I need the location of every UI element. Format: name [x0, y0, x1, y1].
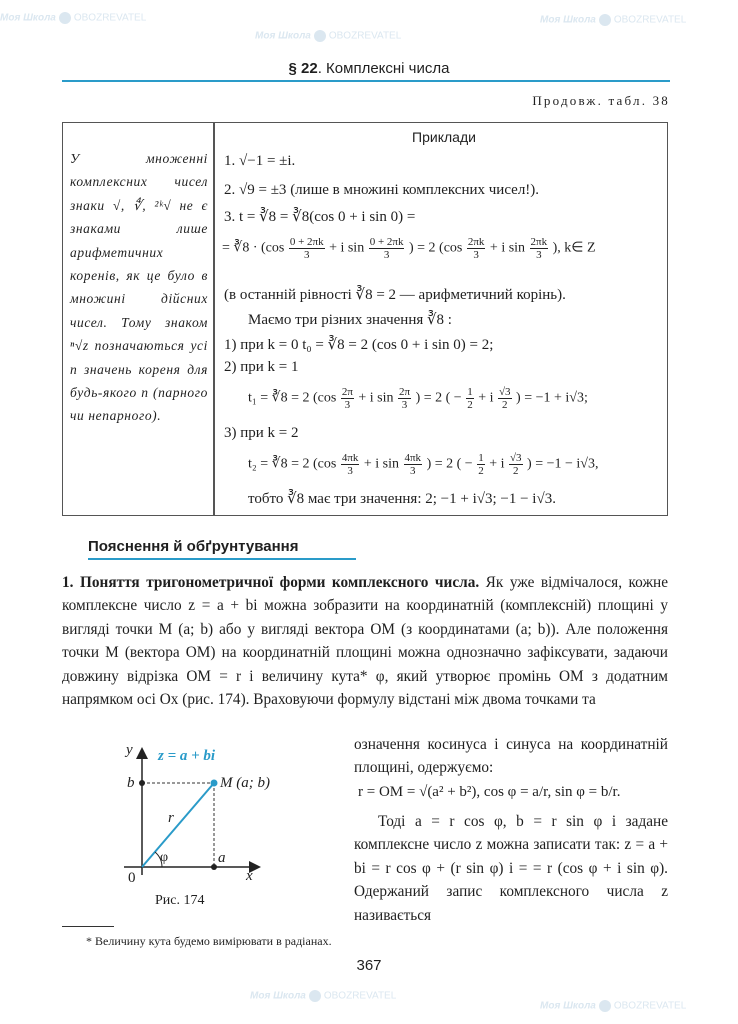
figure-label-y: y — [126, 742, 133, 758]
example-3-expansion: = ∛8 · (cos $\frac{0 + 2\pi k}{3}$ + i sin $\frac{0 + 2\pi k}{3}$ ) = 2 (cos $\frac{2\pi k}{3}$ + i sin $\frac{2\pi k}{3}$ ), k∈ Z — [222, 236, 596, 261]
page-number: 367 — [356, 957, 382, 974]
watermark: Моя Школа OBOZREVATEL — [250, 990, 397, 1002]
section-heading-rule — [88, 558, 356, 560]
footnote: * Величину кута будемо вимірювати в радіанах. — [86, 934, 332, 948]
paragraph-1-lead: 1. Поняття тригонометричної форми комплексного числа. — [62, 574, 480, 591]
figure-label-z: z = a + bi — [158, 748, 216, 764]
example-3-values-intro: Маємо три різних значення ∛8 : — [248, 312, 452, 328]
example-3: 3. t = ∛8 = ∛8(cos 0 + i sin 0) = — [224, 209, 416, 225]
example-3-conclusion: тобто ∛8 має три значення: 2; −1 + i√3; −1 − i√3. — [248, 491, 556, 507]
table-divider — [213, 122, 215, 516]
case-k2-formula: t₂ = ∛8 = 2 (cos $\frac{4\pi k}{3}$ + i sin $\frac{4\pi k}{3}$ ) = 2 ( − $\frac{1}{2}$ + i $\frac{√3}{2}$ ) = −1 − i√3, — [248, 452, 599, 477]
example-2: 2. √9 = ±3 (лише в множині комплексних чисел!). — [224, 182, 540, 198]
section-heading: Пояснення й обґрунтування — [88, 538, 299, 555]
figure-caption: Рис. 174 — [155, 893, 205, 908]
point-b — [139, 780, 145, 786]
footnote-rule — [62, 926, 114, 927]
table-continuation: Продовж. табл. 38 — [532, 93, 670, 108]
figure-label-origin: 0 — [128, 870, 136, 886]
figure-label-r: r — [168, 810, 174, 826]
case-k1: 2) при k = 1 — [224, 359, 299, 375]
paragraph-1: 1. Поняття тригонометричної форми комплексного числа. Як уже відмічалося, кожне комплексне число z = a + bi можна зобразити на координатній (комплексній) площині у вигляді точки M (a; b) або у вигляді вектора OM (з координатами (a; b)). Але положення точки M (вектора OM) на координатній площині можна однозначно зафіксувати, задаючи довжину відрізка OM = r і величину кута* φ, який утворює промінь OM з додатним напрямком осі Ox (рис. 174). Враховуючи формулу відстані між двома точками та — [62, 574, 668, 709]
figure-label-x: x — [246, 868, 253, 884]
case-k1-formula: t₁ = ∛8 = 2 (cos $\frac{2\pi}{3}$ + i sin $\frac{2\pi}{3}$ ) = 2 ( − $\frac{1}{2}$ + i $\frac{√3}{2}$ ) = −1 + i√3; — [248, 386, 588, 411]
watermark: Моя Школа OBOZREVATEL — [255, 30, 402, 42]
point-m — [211, 780, 218, 787]
figure-174 — [118, 740, 348, 890]
watermark: Моя Школа OBOZREVATEL — [0, 12, 147, 24]
paragraph-3: Тоді a = r cos φ, b = r sin φ і задане комплексне число z можна записати так: z = a + bi = r cos φ + (r sin φ) i = = r (cos φ + i sin φ). Одержаний запис комплексного числа z називається — [354, 813, 668, 924]
running-header — [0, 60, 738, 77]
example-3-note: (в останній рівності ∛8 = 2 — арифметичний корінь). — [224, 287, 566, 303]
figure-label-a: a — [218, 850, 226, 866]
example-1: 1. √−1 = ±i. — [224, 153, 296, 169]
figure-label-phi: φ — [160, 850, 169, 865]
figure-label-b: b — [127, 775, 135, 791]
watermark: Моя Школа OBOZREVATEL — [540, 14, 687, 26]
table-left-note: У множенні комплексних чисел знаки √, ∜, ²ᵏ√ не є знаками лише арифметичних коренів, як це було в множині дійсних чисел. Тому знаком ⁿ√z позначаються усі n значень кореня для будь-якого n (парного чи непарного). — [70, 151, 208, 424]
paragraph-2: означення косинуса і синуса на координатній площині, одержуємо: — [354, 736, 668, 777]
section-number: § 22 — [288, 60, 318, 77]
case-k0: 1) при k = 0 t₀ = ∛8 = 2 (cos 0 + i sin 0) = 2; — [224, 337, 494, 353]
vector-om — [142, 783, 214, 867]
section-title: . Комплексні числа — [317, 60, 450, 77]
watermark: Моя Школа OBOZREVATEL — [540, 1000, 687, 1012]
figure-label-m: M (a; b) — [220, 775, 270, 791]
case-k2: 3) при k = 2 — [224, 425, 299, 441]
header-rule — [62, 80, 670, 82]
point-a — [211, 864, 217, 870]
polar-formula: r = OM = √(a² + b²), cos φ = a/r, sin φ = b/r. — [358, 784, 621, 800]
examples-title: Приклади — [412, 129, 476, 145]
